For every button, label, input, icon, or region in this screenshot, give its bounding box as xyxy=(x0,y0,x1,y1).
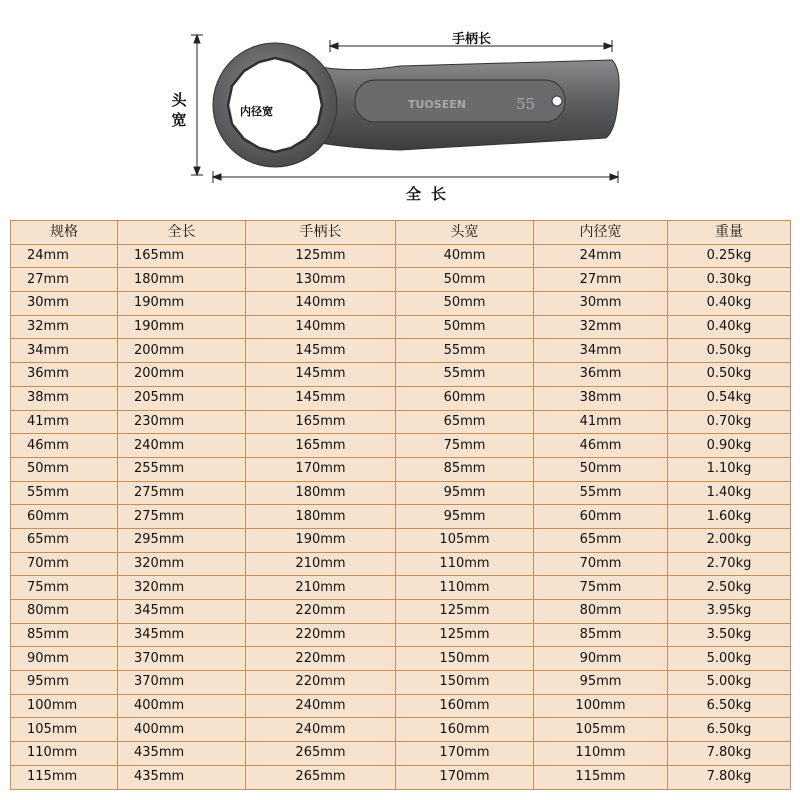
header-inner-diameter: 内径宽 xyxy=(534,221,668,245)
cell-weight: 2.70kg xyxy=(668,552,791,576)
header-total-length: 全长 xyxy=(118,221,246,245)
cell-head-width: 55mm xyxy=(396,363,534,387)
cell-spec: 65mm xyxy=(11,528,118,552)
table-row xyxy=(11,552,791,576)
cell-head-width: 150mm xyxy=(396,647,534,671)
header-weight: 重量 xyxy=(668,221,791,245)
cell-inner-diameter: 115mm xyxy=(534,765,668,789)
cell-inner-diameter: 46mm xyxy=(534,434,668,458)
table-row xyxy=(11,339,791,363)
cell-inner-diameter: 110mm xyxy=(534,742,668,766)
cell-spec: 32mm xyxy=(11,315,118,339)
cell-spec: 55mm xyxy=(11,481,118,505)
cell-handle-length: 265mm xyxy=(246,765,396,789)
cell-handle-length: 220mm xyxy=(246,623,396,647)
header-handle-length: 手柄长 xyxy=(246,221,396,245)
cell-head-width: 110mm xyxy=(396,552,534,576)
cell-weight: 0.90kg xyxy=(668,434,791,458)
cell-handle-length: 145mm xyxy=(246,339,396,363)
table-row xyxy=(11,576,791,600)
cell-spec: 95mm xyxy=(11,671,118,695)
cell-handle-length: 130mm xyxy=(246,268,396,292)
cell-spec: 105mm xyxy=(11,718,118,742)
cell-total-length: 275mm xyxy=(118,481,246,505)
cell-handle-length: 220mm xyxy=(246,671,396,695)
cell-weight: 5.00kg xyxy=(668,647,791,671)
cell-handle-length: 125mm xyxy=(246,244,396,268)
table-row xyxy=(11,363,791,387)
cell-inner-diameter: 34mm xyxy=(534,339,668,363)
cell-inner-diameter: 80mm xyxy=(534,600,668,624)
table-row xyxy=(11,765,791,789)
cell-inner-diameter: 75mm xyxy=(534,576,668,600)
cell-spec: 100mm xyxy=(11,694,118,718)
cell-weight: 1.10kg xyxy=(668,457,791,481)
table-row xyxy=(11,244,791,268)
cell-handle-length: 165mm xyxy=(246,434,396,458)
cell-spec: 70mm xyxy=(11,552,118,576)
cell-spec: 115mm xyxy=(11,765,118,789)
cell-head-width: 50mm xyxy=(396,292,534,316)
cell-handle-length: 265mm xyxy=(246,742,396,766)
cell-handle-length: 210mm xyxy=(246,552,396,576)
table-row xyxy=(11,268,791,292)
cell-total-length: 345mm xyxy=(118,600,246,624)
cell-head-width: 160mm xyxy=(396,718,534,742)
cell-handle-length: 140mm xyxy=(246,315,396,339)
table-row xyxy=(11,457,791,481)
cell-spec: 85mm xyxy=(11,623,118,647)
cell-total-length: 190mm xyxy=(118,315,246,339)
cell-total-length: 370mm xyxy=(118,647,246,671)
cell-inner-diameter: 30mm xyxy=(534,292,668,316)
cell-total-length: 165mm xyxy=(118,244,246,268)
table-row xyxy=(11,671,791,695)
cell-weight: 6.50kg xyxy=(668,694,791,718)
cell-head-width: 65mm xyxy=(396,410,534,434)
total-length-label: 全长 xyxy=(406,185,457,203)
cell-total-length: 190mm xyxy=(118,292,246,316)
cell-inner-diameter: 27mm xyxy=(534,268,668,292)
cell-total-length: 320mm xyxy=(118,576,246,600)
cell-total-length: 400mm xyxy=(118,718,246,742)
cell-spec: 30mm xyxy=(11,292,118,316)
cell-weight: 0.40kg xyxy=(668,315,791,339)
cell-handle-length: 220mm xyxy=(246,647,396,671)
cell-head-width: 170mm xyxy=(396,742,534,766)
cell-head-width: 105mm xyxy=(396,528,534,552)
cell-head-width: 75mm xyxy=(396,434,534,458)
cell-spec: 75mm xyxy=(11,576,118,600)
cell-head-width: 160mm xyxy=(396,694,534,718)
cell-spec: 36mm xyxy=(11,363,118,387)
spec-table xyxy=(10,220,791,790)
cell-weight: 0.70kg xyxy=(668,410,791,434)
header-spec: 规格 xyxy=(11,221,118,245)
cell-spec: 27mm xyxy=(11,268,118,292)
cell-total-length: 200mm xyxy=(118,339,246,363)
cell-weight: 1.40kg xyxy=(668,481,791,505)
cell-handle-length: 140mm xyxy=(246,292,396,316)
inner-diameter-label: 内径宽 xyxy=(240,105,273,118)
wrench-diagram xyxy=(0,0,800,215)
cell-total-length: 205mm xyxy=(118,386,246,410)
cell-weight: 0.50kg xyxy=(668,363,791,387)
handle-length-label: 手柄长 xyxy=(452,32,492,47)
cell-total-length: 230mm xyxy=(118,410,246,434)
cell-head-width: 125mm xyxy=(396,600,534,624)
cell-weight: 2.00kg xyxy=(668,528,791,552)
cell-head-width: 55mm xyxy=(396,339,534,363)
cell-inner-diameter: 105mm xyxy=(534,718,668,742)
cell-total-length: 200mm xyxy=(118,363,246,387)
cell-inner-diameter: 38mm xyxy=(534,386,668,410)
cell-handle-length: 145mm xyxy=(246,363,396,387)
cell-handle-length: 240mm xyxy=(246,694,396,718)
cell-head-width: 150mm xyxy=(396,671,534,695)
cell-inner-diameter: 95mm xyxy=(534,671,668,695)
cell-total-length: 240mm xyxy=(118,434,246,458)
cell-head-width: 85mm xyxy=(396,457,534,481)
table-row xyxy=(11,528,791,552)
cell-head-width: 95mm xyxy=(396,505,534,529)
cell-head-width: 110mm xyxy=(396,576,534,600)
cell-inner-diameter: 32mm xyxy=(534,315,668,339)
cell-head-width: 60mm xyxy=(396,386,534,410)
table-row xyxy=(11,742,791,766)
cell-handle-length: 180mm xyxy=(246,505,396,529)
cell-total-length: 275mm xyxy=(118,505,246,529)
table-row xyxy=(11,315,791,339)
cell-weight: 0.30kg xyxy=(668,268,791,292)
striking-wrench-illustration xyxy=(0,0,800,215)
cell-handle-length: 180mm xyxy=(246,481,396,505)
cell-spec: 46mm xyxy=(11,434,118,458)
cell-weight: 3.50kg xyxy=(668,623,791,647)
cell-head-width: 125mm xyxy=(396,623,534,647)
cell-weight: 0.50kg xyxy=(668,339,791,363)
cell-handle-length: 220mm xyxy=(246,600,396,624)
table-row xyxy=(11,694,791,718)
cell-total-length: 180mm xyxy=(118,268,246,292)
cell-spec: 41mm xyxy=(11,410,118,434)
table-row xyxy=(11,623,791,647)
cell-weight: 3.95kg xyxy=(668,600,791,624)
cell-total-length: 435mm xyxy=(118,742,246,766)
cell-handle-length: 145mm xyxy=(246,386,396,410)
cell-inner-diameter: 36mm xyxy=(534,363,668,387)
table-body xyxy=(11,244,791,789)
cell-head-width: 50mm xyxy=(396,315,534,339)
cell-spec: 38mm xyxy=(11,386,118,410)
cell-spec: 110mm xyxy=(11,742,118,766)
table-row xyxy=(11,386,791,410)
cell-handle-length: 170mm xyxy=(246,457,396,481)
cell-spec: 80mm xyxy=(11,600,118,624)
cell-weight: 0.25kg xyxy=(668,244,791,268)
table-row xyxy=(11,481,791,505)
cell-head-width: 170mm xyxy=(396,765,534,789)
cell-inner-diameter: 24mm xyxy=(534,244,668,268)
cell-handle-length: 210mm xyxy=(246,576,396,600)
table-row xyxy=(11,410,791,434)
table-row xyxy=(11,600,791,624)
table-row xyxy=(11,647,791,671)
hanging-hole xyxy=(552,96,562,106)
cell-head-width: 40mm xyxy=(396,244,534,268)
cell-inner-diameter: 70mm xyxy=(534,552,668,576)
cell-total-length: 255mm xyxy=(118,457,246,481)
cell-inner-diameter: 100mm xyxy=(534,694,668,718)
cell-weight: 7.80kg xyxy=(668,742,791,766)
cell-handle-length: 165mm xyxy=(246,410,396,434)
cell-spec: 90mm xyxy=(11,647,118,671)
brand-engraving: TUOSEEN xyxy=(408,98,466,111)
table-row xyxy=(11,505,791,529)
cell-weight: 6.50kg xyxy=(668,718,791,742)
cell-weight: 2.50kg xyxy=(668,576,791,600)
cell-handle-length: 240mm xyxy=(246,718,396,742)
cell-inner-diameter: 41mm xyxy=(534,410,668,434)
table-row xyxy=(11,718,791,742)
cell-head-width: 95mm xyxy=(396,481,534,505)
cell-weight: 0.54kg xyxy=(668,386,791,410)
cell-spec: 24mm xyxy=(11,244,118,268)
header-head-width: 头宽 xyxy=(396,221,534,245)
cell-total-length: 295mm xyxy=(118,528,246,552)
cell-total-length: 320mm xyxy=(118,552,246,576)
cell-weight: 1.60kg xyxy=(668,505,791,529)
cell-weight: 7.80kg xyxy=(668,765,791,789)
cell-inner-diameter: 85mm xyxy=(534,623,668,647)
cell-handle-length: 190mm xyxy=(246,528,396,552)
cell-weight: 5.00kg xyxy=(668,671,791,695)
cell-head-width: 50mm xyxy=(396,268,534,292)
cell-spec: 60mm xyxy=(11,505,118,529)
table-row xyxy=(11,292,791,316)
cell-total-length: 370mm xyxy=(118,671,246,695)
cell-spec: 50mm xyxy=(11,457,118,481)
cell-total-length: 345mm xyxy=(118,623,246,647)
cell-weight: 0.40kg xyxy=(668,292,791,316)
size-engraving: 55 xyxy=(516,95,536,113)
cell-spec: 34mm xyxy=(11,339,118,363)
cell-inner-diameter: 55mm xyxy=(534,481,668,505)
cell-inner-diameter: 50mm xyxy=(534,457,668,481)
cell-inner-diameter: 60mm xyxy=(534,505,668,529)
table-row xyxy=(11,434,791,458)
head-width-label: 头宽 xyxy=(171,91,187,129)
table-header-row xyxy=(11,221,791,245)
cell-inner-diameter: 65mm xyxy=(534,528,668,552)
cell-total-length: 435mm xyxy=(118,765,246,789)
cell-total-length: 400mm xyxy=(118,694,246,718)
cell-inner-diameter: 90mm xyxy=(534,647,668,671)
